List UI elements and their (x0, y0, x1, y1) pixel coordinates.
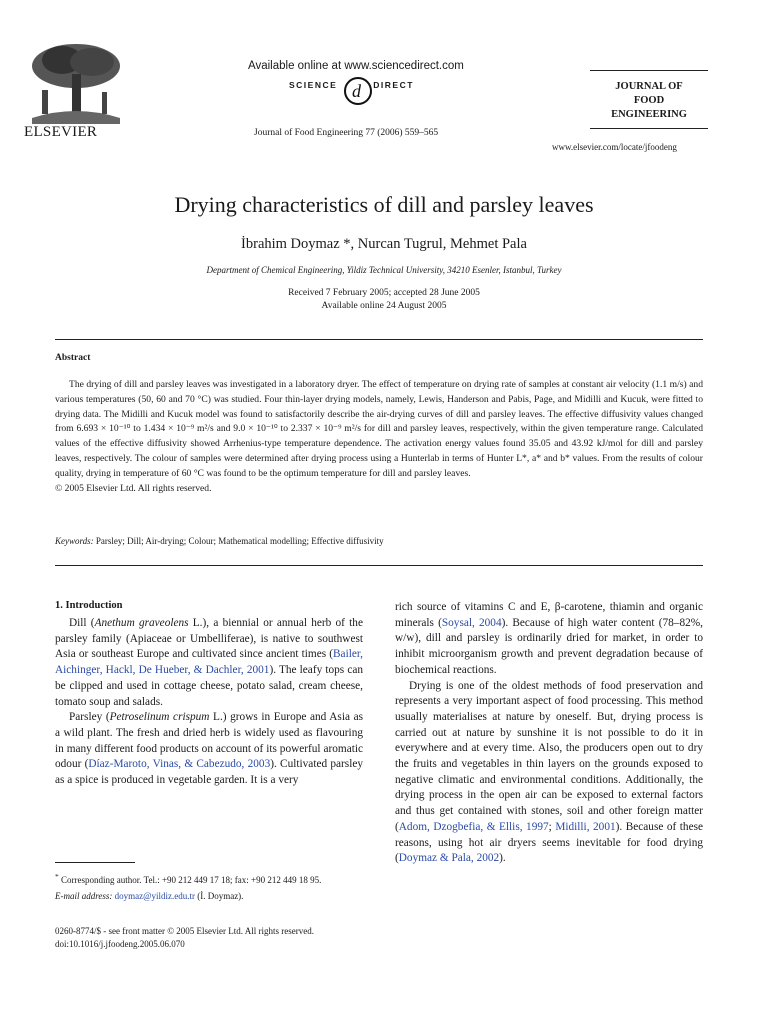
paragraph: Dill (Anethum graveolens L.), a biennial or annual herb of the parsley family (Apiaceae or Umbelliferae), is native to southwest Asia or southeast Europe and cultivated since ancient times (Bailer, Aichinger, Hackl, De Hueber, & Dachler, 2001). The leafy tops can be clipped and used in cottage cheese, potato salad, cream cheese, tomato soup and salads. (55, 617, 364, 708)
paragraph: Drying is one of the oldest methods of food preservation and represents a very important aspect of food processing. This method usually materialises at nature by oneself. But, drying process is carried out at nature by sunshine it is not possible to do it in everywhere and at every time. Also, the producers open out to dry the fruits and vegetables in thin layers on the grounds exposed to negative climatic and environmental conditions. Additionally, the drying process in the open air can be exposed to external factors and thus get contained with stones, soil and other foreign matter (Adom, Dzogbefia, & Ellis, 1997; Midilli, 2001). Because of these reasons, using hot air dryers seems inevitable for food drying (Doymaz & Pala, 2002). (395, 679, 703, 865)
journal-box-top-rule (590, 70, 708, 71)
abstract-text: The drying of dill and parsley leaves was investigated in a laboratory dryer. The effect of temperature on drying rate of samples at constant air velocity (1.1 m/s) and various temperatures (50, 60 and 70 °C) was studied. Four thin-layer drying models, namely, Lewis, Handerson and Pabis, Page, and Midilli and Kucuk, were fitted to drying data. The Midilli and Kucuk model was found to satisfactorily describe the air-drying curves of dill and parsley leaves. The effective diffusivity values changed from 6.693 × 10⁻¹⁰ to 1.434 × 10⁻⁹ m²/s and 9.0 × 10⁻¹⁰ to 2.337 × 10⁻⁹ m²/s for dill and parsley leaves, respectively, within the given temperature range. Calculated values of the effective diffusivity showed Arrhenius-type temperature dependence. The activation energy values found 35.05 and 43.92 kJ/mol for dill and parsley leaves, respectively. The colour of samples were determined after drying process using a Hunterlab in terms of Hunter L*, a* and b* values. From the results of colour quality, drying in temperature of 60 °C was found to be the optimum temperature for dill and parsley leaves. (55, 379, 703, 479)
publication-dates: Received 7 February 2005; accepted 28 June 2005 Available online 24 August 2005 (288, 288, 480, 311)
journal-url[interactable]: www.elsevier.com/locate/jfoodeng (552, 142, 677, 152)
abstract-bottom-rule (55, 565, 703, 566)
keywords: Keywords: Parsley; Dill; Air-drying; Colour; Mathematical modelling; Effective diffusivity (55, 536, 384, 546)
sciencedirect-d-icon (343, 76, 375, 106)
journal-name: JOURNAL OF FOOD ENGINEERING (611, 81, 687, 120)
journal-box-bottom-rule (590, 128, 708, 129)
footnote: * Corresponding author. Tel.: +90 212 449 17 18; fax: +90 212 449 18 95. E-mail address: doymaz@yildiz.edu.tr (İ. Doymaz). (55, 872, 322, 901)
paragraph: Parsley (Petroselinum crispum L.) grows in Europe and Asia as a wild plant. The fresh and dried herb is widely used as flavouring in many different food products on account of its powerful aromatic odour (Díaz-Maroto, Vinas, & Cabezudo, 2003). Cultivated parsley as a spice is produced in vegetable garden. It is a very (55, 711, 363, 787)
reference-link[interactable]: Midilli, 2001 (555, 820, 616, 833)
reference-link[interactable]: Soysal, 2004 (441, 616, 502, 629)
affiliation: Department of Chemical Engineering, Yildiz Technical University, 34210 Esenler, Istanbul, Turkey (206, 265, 562, 275)
section-heading: 1. Introduction (55, 600, 123, 611)
reference-link[interactable]: Díaz-Maroto, Vinas, & Cabezudo, 2003 (88, 758, 271, 771)
reference-link[interactable]: Adom, Dzogbefia, & Ellis, 1997 (398, 820, 549, 833)
available-online-line: Available online at www.sciencedirect.com (248, 60, 464, 72)
right-column (395, 600, 703, 867)
journal-citation: Journal of Food Engineering 77 (2006) 559–565 (254, 128, 439, 138)
abstract-body (55, 378, 703, 496)
authors: İbrahim Doymaz *, Nurcan Tugrul, Mehmet Pala (241, 236, 527, 252)
footnote-rule (55, 862, 135, 863)
front-matter-info: 0260-8774/$ - see front matter © 2005 Elsevier Ltd. All rights reserved. doi:10.1016/j.jfoodeng.2005.06.070 (55, 926, 315, 949)
sciencedirect-logo-text: SCIENCE DIRECT (289, 80, 414, 90)
svg-text:d: d (352, 81, 361, 101)
publisher-name: ELSEVIER (24, 124, 98, 140)
email-link[interactable]: doymaz@yildiz.edu.tr (114, 890, 195, 901)
abstract-top-rule (55, 339, 703, 340)
paper-title: Drying characteristics of dill and parsley leaves (174, 192, 594, 217)
abstract-copyright: © 2005 Elsevier Ltd. All rights reserved. (55, 482, 212, 494)
paragraph: rich source of vitamins C and E, β-carotene, thiamin and organic minerals (Soysal, 2004). Because of high water content (78–82%, w/w), dill and parsley is ordinarily dried for market, in order to inhibit microorganism growth and prevent degradation because of biochemical reactions. (395, 601, 703, 676)
reference-link[interactable]: Doymaz & Pala, 2002 (398, 852, 500, 865)
abstract-heading: Abstract (55, 353, 91, 363)
reference-link[interactable]: Bailer, Aichinger, Hackl, De Hueber, & Dachler, 2001 (55, 648, 363, 677)
left-column (55, 616, 363, 789)
